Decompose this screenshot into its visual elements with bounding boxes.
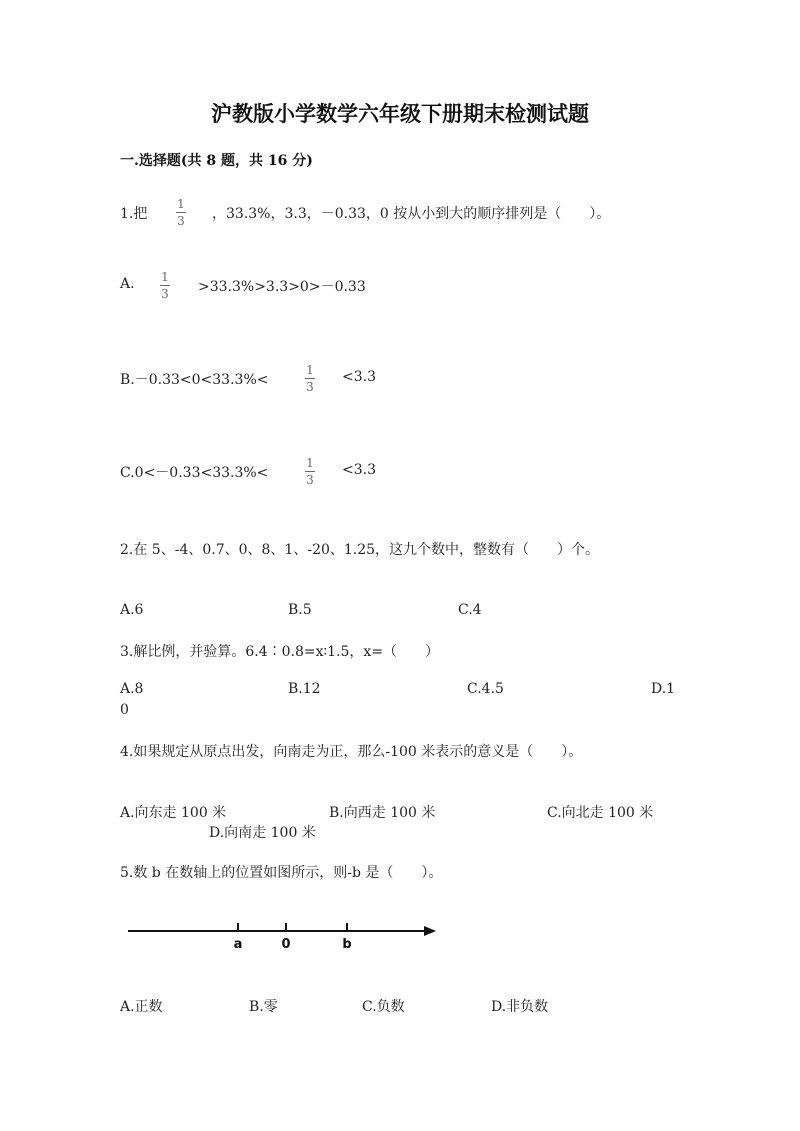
fraction-numerator: 1 bbox=[306, 456, 314, 470]
number-line bbox=[120, 915, 450, 955]
tick-label-a: a bbox=[233, 937, 243, 952]
q5-option-d: D.非负数 bbox=[491, 999, 549, 1015]
fraction-bar bbox=[160, 285, 170, 286]
q1-option-c-tail: <3.3 bbox=[342, 462, 376, 478]
fraction-numerator: 1 bbox=[306, 363, 314, 377]
q4-option-a: A.向东走 100 米 bbox=[120, 805, 227, 821]
tick-label-zero: 0 bbox=[281, 937, 291, 952]
fraction-one-third bbox=[176, 197, 186, 228]
q1-option-a-text: >33.3%>3.3>0>－0.33 bbox=[198, 279, 366, 295]
q4-option-d: D.向南走 100 米 bbox=[209, 825, 316, 841]
q4-option-c: C.向北走 100 米 bbox=[547, 805, 654, 821]
fraction-bar bbox=[176, 212, 186, 213]
q5-stem: 5.数 b 在数轴上的位置如图所示，则-b 是（ ）。 bbox=[120, 865, 443, 881]
q1-option-b-text: B.－0.33<0<33.3%< bbox=[120, 372, 269, 388]
q2-stem: 2.在 5、-4、0.7、0、8、1、-20、1.25，这九个数中，整数有（ ）个。 bbox=[120, 542, 600, 558]
page-title: 沪教版小学数学六年级下册期末检测试题 bbox=[211, 101, 589, 126]
q5-option-c: C.负数 bbox=[362, 999, 405, 1015]
q2-option-c: C.4 bbox=[458, 602, 482, 618]
q3-option-b: B.12 bbox=[288, 681, 321, 697]
fraction-bar bbox=[305, 378, 315, 379]
fraction-denominator: 3 bbox=[306, 380, 314, 394]
q3-option-a: A.8 bbox=[120, 681, 144, 697]
section-heading: 一.选择题(共 8 题，共 16 分) bbox=[120, 153, 313, 169]
q1-prefix: 1.把 bbox=[120, 206, 148, 222]
q5-option-a: A.正数 bbox=[120, 999, 163, 1015]
q4-stem: 4.如果规定从原点出发，向南走为正，那么-100 米表示的意义是（ ）。 bbox=[120, 744, 583, 760]
number-line-arrow bbox=[424, 926, 436, 936]
fraction-numerator: 1 bbox=[161, 270, 169, 284]
fraction-numerator: 1 bbox=[177, 197, 185, 211]
q1-stem: ，33.3%，3.3，－0.33，0 按从小到大的顺序排列是（ ）。 bbox=[212, 206, 611, 222]
q2-option-b: B.5 bbox=[288, 602, 312, 618]
q1-option-b-tail: <3.3 bbox=[342, 369, 376, 385]
q5-option-b: B.零 bbox=[249, 999, 278, 1015]
q4-option-b: B.向西走 100 米 bbox=[329, 805, 436, 821]
fraction-denominator: 3 bbox=[161, 287, 169, 301]
fraction-denominator: 3 bbox=[306, 473, 314, 487]
fraction-one-third bbox=[305, 456, 315, 487]
q3-option-c: C.4.5 bbox=[467, 681, 504, 697]
fraction-bar bbox=[305, 471, 315, 472]
fraction-one-third bbox=[160, 270, 170, 301]
q2-option-a: A.6 bbox=[120, 602, 144, 618]
q3-option-d: D.1 bbox=[651, 681, 676, 697]
tick-label-b: b bbox=[342, 937, 352, 952]
q1-option-c-text: C.0<－0.33<33.3%< bbox=[120, 465, 269, 481]
fraction-denominator: 3 bbox=[177, 214, 185, 228]
q1-option-a-label: A. bbox=[120, 276, 135, 292]
q3-stem: 3.解比例，并验算。6.4∶0.8=x∶1.5，x=（ ） bbox=[120, 644, 440, 660]
q3-option-d-wrap: 0 bbox=[120, 702, 129, 718]
fraction-one-third bbox=[305, 363, 315, 394]
